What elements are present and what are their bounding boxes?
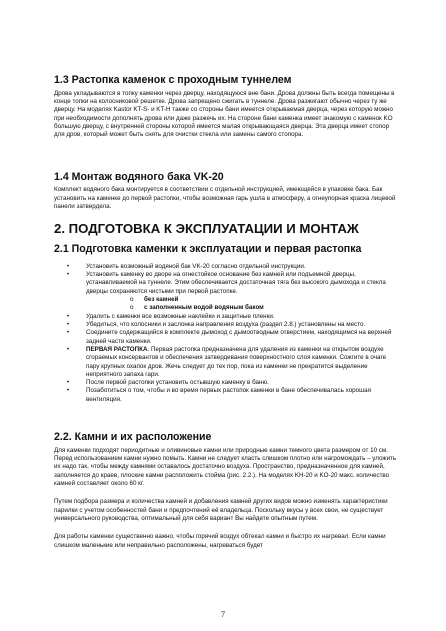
bullet-icon: • bbox=[67, 379, 70, 387]
bullet-icon: • bbox=[67, 329, 70, 337]
section-2-2-paragraph-1: Для каменки подходят периодитные и оливиновые камни или природные камни темного цвета размером от 10 см. Перед использованием камни нужно помыть. Камни не следует класть слишком плотно или нагромождать – уложить их надо так, чтобы между камнями оставалось достаточно воздуха. Пространство, предназначенное для камней, заполняется до краев, плоские камни расположить стойма (рис. 2.2.). На моделях KH-20 и KO-20 макс. количество камней составляет около 60 кг. bbox=[54, 446, 397, 488]
bullet-icon: • bbox=[67, 345, 70, 353]
section-2-2-heading: 2.2. Камни и их расположение bbox=[54, 431, 212, 444]
bullet-icon: • bbox=[67, 312, 70, 320]
bullet-icon: • bbox=[67, 262, 70, 270]
list-item: • После первой растопки установить остывшую каменку в баню. bbox=[67, 379, 269, 387]
sub-list-item: o без камней bbox=[130, 296, 179, 304]
chapter-2-heading: 2. ПОДГОТОВКА К ЭКСПЛУАТАЦИИ И МОНТАЖ bbox=[54, 221, 359, 237]
section-1-4-text: Комплект водяного бака монтируется в соответствии с отдельной инструкцией, имеющейся в упаковке бака. Бак установить на каменке до первой растопки, чтобы возможная гарь ушла в атмосферу, а огнеупорная краска лицевой панели затвердела. bbox=[54, 186, 396, 210]
list-item: • Убедиться, что колосники и заслонка направления воздуха (раздел 2.8.) установлены на место. bbox=[67, 320, 366, 328]
section-2-2-paragraph-3: Для работы каменки существенно важно, чтобы горячий воздух обтекал камни и быстро их нагревал. Если камни слишком маленькие или неправильно расположены, нагреваться будет bbox=[54, 533, 386, 549]
sub-list-item: o с заполненным водой водяным баком bbox=[130, 304, 264, 312]
preparation-list bbox=[54, 263, 400, 404]
circle-bullet-icon: o bbox=[130, 304, 134, 312]
list-item: • Соедините содержащийся в комплекте дымоход с дымоотводным отверстием, находящимся на верхней задней части каменки. bbox=[67, 329, 392, 345]
circle-bullet-icon: o bbox=[130, 296, 134, 304]
list-item: • ПЕРВАЯ РАСТОПКА. Первая растопка предназначена для удаления из каменки на открытом воздухе сгораемых консервантов и обеспечения затвердевания поверхностного слоя каменки. Сожгите в очаге пару крупных охапок дров. Жечь следует до тех пор, пока из каменки не прекратится выделение неприятного запаха гари. bbox=[67, 345, 387, 378]
section-1-3-text: Дрова укладываются в топку каменки через дверцу, находящуюся вне бани. Дрова должны быть всегда помещены в конце топки на колосниковой решетке. Дрова запрещено сжигать в туннеле. Дрова разжигают обычно через ту же дверцу. На моделях Kastor KT-S- и KT-H также со стороны бани имеется открываемая дверца, через которую можно при необходимости дополнять дрова или даже разжечь их. На стороне бани каменка имеет знакомую с каменок KO большую дверцу, с внутренней стороны которой имеется малая открывающаяся дверца. Эта дверца имеет стопор для дров, который может быть снять для очистки стекла или замены самого стопора. bbox=[54, 89, 395, 139]
list-item: • Удалить с каменки все возможные наклейки и защитные пленки. bbox=[67, 312, 275, 320]
section-1-3-heading: 1.3 Растопка каменок с проходным туннелем bbox=[54, 74, 292, 86]
section-1-4-heading: 1.4 Монтаж водяного бака VK-20 bbox=[54, 170, 224, 183]
list-item: • Позаботиться о том, чтобы и во время первых растопок каменки в бане обеспечивалась хорошая вентиляция. bbox=[67, 387, 372, 403]
section-2-2-paragraph-2: Путем подбора размера и количества камней и добавления камней других видов можно изменять характеристики парилки с учетом особенностей бани и предпочтений её владельца. Поскольку вкусы у всех свои, не существует универсального руководства, оптимальный для себя вариант Вы найдете опытным путем. bbox=[54, 498, 388, 522]
bullet-icon: • bbox=[67, 387, 70, 395]
bullet-icon: • bbox=[67, 271, 70, 279]
list-item: • Установить каменку во дворе на огнестойкое основание без камней или подъемной дверцы, устанавливаемой на туннеле. Этим обеспечивается достаточная тяга без высокого дымохода и стекла дверцы сохраняются чистыми при первой растопке. o без камней o с заполненным водой водяным баком bbox=[54, 271, 400, 313]
page-number: 7 bbox=[221, 610, 225, 619]
section-2-1-heading: 2.1 Подготовка каменки к эксплуатации и первая растопка bbox=[54, 243, 362, 256]
sub-list bbox=[86, 296, 400, 313]
bullet-icon: • bbox=[67, 320, 70, 328]
list-item: • Установить возможный водяной бак VK-20 согласно отдельной инструкции. bbox=[67, 262, 306, 270]
first-firing-label: ПЕРВАЯ РАСТОПКА bbox=[86, 345, 148, 353]
